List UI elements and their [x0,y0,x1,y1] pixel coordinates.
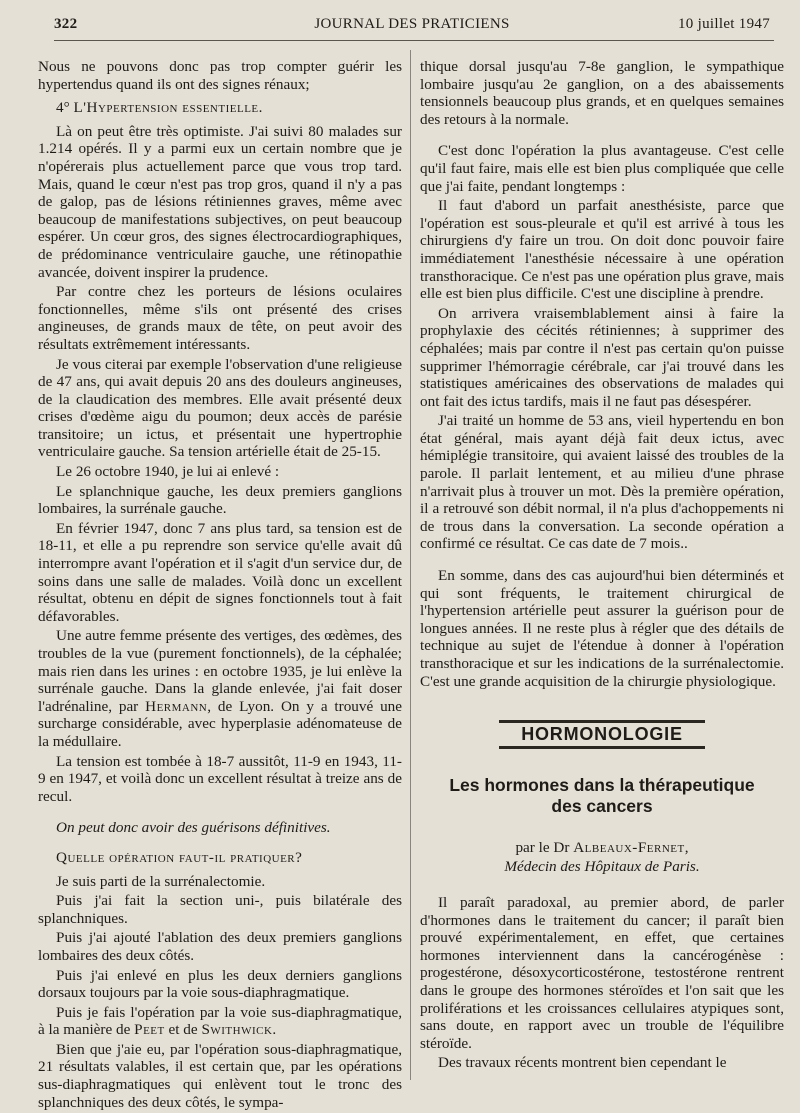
paragraph: Je suis parti de la surrénalectomie. [56,872,266,890]
header-rule [54,40,774,41]
paragraph: Par contre chez les porteurs de lésions oculaires fonctionnelles, même s'ils ont présenté des crises angineuses, de grands maux de tête, on peut avoir des résultats extrêmement intéressants. [38,283,402,353]
paragraph: Puis j'ai fait la section uni-, puis bilatérale des splanchniques. [38,892,402,927]
paragraph: C'est donc l'opération la plus avantageuse. C'est celle qu'il faut faire, mais elle est bien plus compliquée que celle que j'ai faite, pendant longtemps : [420,142,784,195]
issue-date: 10 juillet 1947 [678,16,770,32]
paragraph: Il faut d'abord un parfait anesthésiste, parce que l'opération est sous-pleurale et qu'il est arrivé à tous les chirurgiens d'y faire un trou. On doit donc pouvoir faire immédiatement l'anesthésie nécessaire à une opération transthoracique. Ce n'est pas une opération plus grave, mais elle est bien plus difficile. C'est une discipline à prendre. [420,197,784,303]
emphasis-paragraph: On peut donc avoir des guérisons définitives. [56,819,331,837]
paragraph: En février 1947, donc 7 ans plus tard, sa tension est de 18-11, et elle a pu reprendre son service qu'elle avait dû interrompre avant l'opération et il s'agit d'un service dur, de soins dans une salle de malades. Voilà donc un excellent résultat, obtenu en dépit de signes fonctionnels tout à fait défavorables. [38,519,402,625]
text-run: et de [164,1021,202,1039]
column-divider [410,50,411,1080]
paragraph: thique dorsal jusqu'au 7-8e ganglion, le sympathique lombaire jusqu'au 2e ganglion, on a des abaissements tensionnels beaucoup plus grands, et en quelques semaines des retours à la normale. [420,58,784,128]
paragraph: Des travaux récents montrent bien cependant le [438,1054,727,1072]
paragraph [38,1004,402,1039]
text-run: Puis je fais l'opération par la voie sus-diaphragmatique, à la manière de [38,1003,402,1039]
paragraph: Le 26 octobre 1940, je lui ai enlevé : [56,463,280,481]
section-heading-text: L'Hypertension essentielle. [73,99,263,117]
journal-title: JOURNAL DES PRATICIENS [314,16,510,32]
page-number: 322 [54,16,78,32]
paragraph: En somme, dans des cas aujourd'hui bien déterminés et qui sont fréquents, le traitement chirurgical de l'hypertension artérielle peut assurer la guérison pour de longues années. Il ne reste plus à régler que des détails de technique au sujet de l'étendue à donner à l'opération transthoracique et sur les indications de la surrénalectomie. C'est une grande acquisition de la chirurgie physiologique. [420,567,784,690]
paragraph: Bien que j'aie eu, par l'opération sous-diaphragmatique, 21 résultats valables, il est certain que, par les opérations sus-diaphragmatiques qui enlèvent tout le tronc des splanchniques des deux côtés, le sympa- [38,1040,402,1111]
section-heading [38,99,402,117]
section-number: 4° [56,99,70,117]
author-name: Albeaux-Fernet [573,838,685,856]
text-run: . [272,1021,277,1039]
paragraph: Je vous citerai par exemple l'observation d'une religieuse de 47 ans, qui avait depuis 20 ans des douleurs angineuses, de la claudication des membres. Elle avait présenté deux crises d'œdème aigu du poumon; deux accès de parésie transitoire; un ictus, et présentait une hypertrophie ventriculaire gauche. Sa tension artérielle était de 25-15. [38,355,402,461]
section-banner-text: HORMONOLOGIE [499,720,705,749]
author-name: Swithwick [201,1021,273,1039]
paragraph: Nous ne pouvons donc pas trop compter guérir les hypertendus quand ils ont des signes rénaux; [38,58,402,93]
author-name: Hermann [145,697,208,715]
right-column [420,58,784,1074]
article-title-line: des cancers [551,795,653,816]
author-affiliation: Médecin des Hôpitaux de Paris. [504,858,700,876]
article-title [420,775,784,817]
paragraph: La tension est tombée à 18-7 aussitôt, 11-9 en 1943, 11-9 en 1947, et voilà donc un excellent résultat à treize ans de recul. [38,752,402,805]
paragraph: J'ai traité un homme de 53 ans, vieil hypertendu en bon état général, mais ayant déjà fait deux ictus, avec hémiplégie transitoire, qui avaient laissé des troubles de la parole. Il parlait lentement, et au milieu d'une phrase n'arrivait plus à trouver un mot. Dès la première opération, il a retrouvé son débit normal, il n'a plus d'achoppements ni de trous dans la conversation. La seconde opération a confirmé ce résultat. Ce cas date de 7 mois.. [420,412,784,553]
page-header [54,16,770,42]
paragraph [38,627,402,750]
section-heading: Quelle opération faut-il pratiquer? [56,848,303,866]
left-column [38,58,402,1113]
paragraph: Il paraît paradoxal, au premier abord, de parler d'hormones dans le traitement du cancer; il paraît bien prouvé expérimentalement, en effet, que certaines hormones interviennent dans la cancérogénèse : progestérone, désoxycorticostérone, testostérone rentrent dans le groupe des hormones stéroïdes et l'on sait que les proliférations et les croissances cellulaires atypiques sont, sans doute, en rapport avec un trouble de l'équilibre stéroïde. [420,893,784,1052]
paragraph: Là on peut être très optimiste. J'ai suivi 80 malades sur 1.214 opérés. Il y a parmi eux un certain nombre que je n'opérerais plus actuellement parce que vous trop tard. Mais, quand le cœur n'est pas trop gros, quand il n'y a pas de galop, pas de lésions rétiniennes graves, même avec beaucoup de manifestations subjectives, on peut beaucoup espérer. Un cœur gros, des signes électrocardiographiques, de prédominance ventriculaire gauche, une rétinopathie avancée, doivent inspirer la prudence. [38,122,402,281]
paragraph: On arrivera vraisemblablement ainsi à faire la prophylaxie des cécités rétiniennes; à supprimer des céphalées; mais par contre il n'est pas certain qu'on puisse supprimer l'hémorragie cérébrale, car j'ai trouvé dans les statistiques américaines des observations de malades qui ont fait des ictus tardifs, mais il ne faut pas désespérer. [420,304,784,410]
text-run: Une autre femme présente des vertiges, des œdèmes, des troubles de la vue (purement fonctionnels), de la céphalée; mais rien dans les urines : en octobre 1935, je lui enlève la surrénale gauche. Dans la glande enlevée, j'ai fait doser l'adrénaline, par [38,627,402,715]
author-name: Peet [134,1021,165,1039]
section-banner [420,720,784,749]
text-run: , de Lyon. On y a trouvé une surcharge considérable, avec hyperplasie adénomateuse de la médullaire. [38,697,403,750]
paragraph: Puis j'ai enlevé en plus les deux derniers ganglions dorsaux toujours par la voie sous-diaphragmatique. [38,966,402,1002]
paragraph: Puis j'ai ajouté l'ablation des deux premiers ganglions lombaires des deux côtés. [38,929,402,964]
article-title-line: Les hormones dans la thérapeutique [449,774,755,795]
paragraph: Le splanchnique gauche, les deux premiers ganglions lombaires, la surrénale gauche. [38,482,402,518]
byline-prefix: par le Dr [515,838,574,856]
byline-suffix: , [684,838,689,856]
byline [420,839,784,857]
